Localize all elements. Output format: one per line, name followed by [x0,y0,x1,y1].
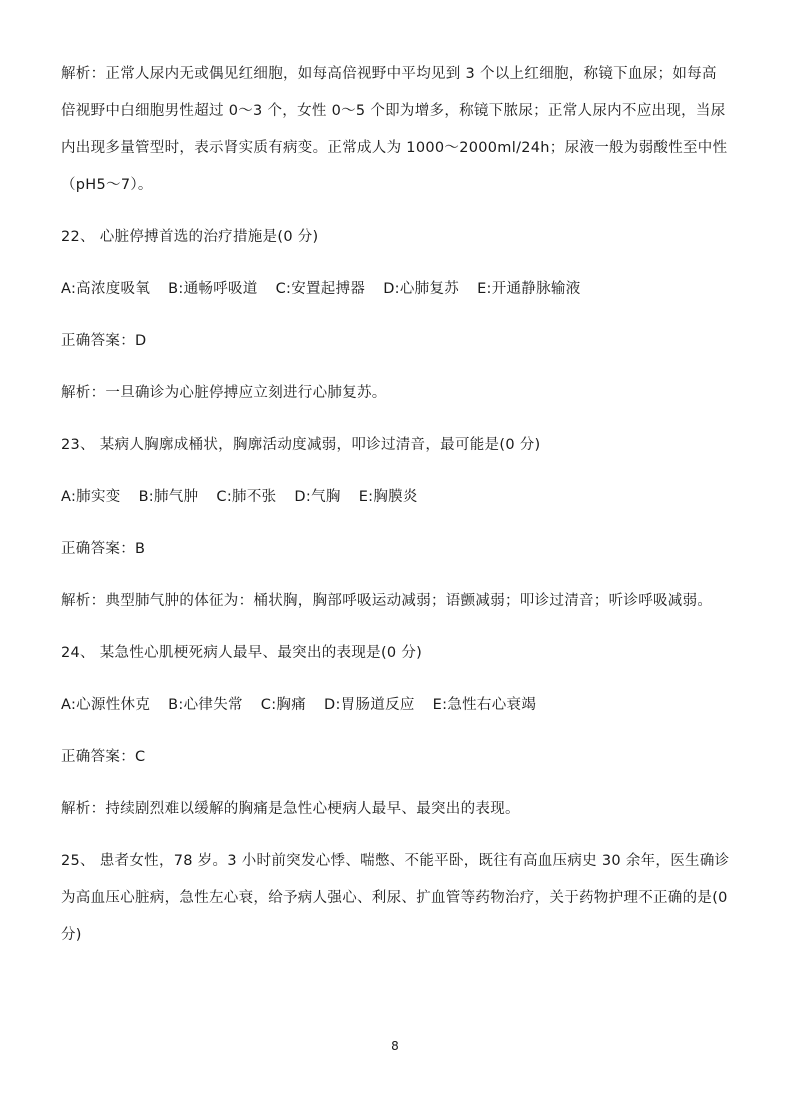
correct-answer: 正确答案：B [61,541,146,557]
option: A:心源性休克 [61,697,151,713]
question-stem: 23、 某病人胸廓成桶状，胸廓活动度减弱，叩诊过清音，最可能是(0 分) [61,437,541,453]
correct-answer: 正确答案：C [61,749,146,765]
question-stem: 22、 心脏停搏首选的治疗措施是(0 分) [61,229,319,245]
option: C:安置起搏器 [275,281,366,297]
option: A:肺实变 [61,489,121,505]
question-options [61,479,731,516]
question-stem: 24、 某急性心肌梗死病人最早、最突出的表现是(0 分) [61,645,423,661]
option: D:气胸 [294,489,341,505]
intro-explanation: 解析：正常人尿内无或偶见红细胞，如每高倍视野中平均见到 3 个以上红细胞，称镜下血尿；如每高倍视野中白细胞男性超过 0～3 个，女性 0～5 个即为增多，称镜下脓尿；正常人尿内不应出现，当尿内出现多量管型时，表示肾实质有病变。正常成人为 1000～2000ml/24h；尿液一般为弱酸性至中性（pH5～7）。 [61,66,728,193]
option: B:肺气肿 [138,489,199,505]
answer-explanation: 解析：典型肺气肿的体征为：桶状胸，胸部呼吸运动减弱；语颤减弱；叩诊过清音；听诊呼吸减弱。 [61,593,713,609]
answer-explanation: 解析：持续剧烈难以缓解的胸痛是急性心梗病人最早、最突出的表现。 [61,801,520,817]
option: C:胸痛 [260,697,307,713]
answer-explanation: 解析：一旦确诊为心脏停搏应立刻进行心肺复苏。 [61,385,387,401]
page-number: 8 [391,1039,399,1053]
correct-answer: 正确答案：D [61,333,147,349]
option: C:肺不张 [216,489,277,505]
option: A:高浓度吸氧 [61,281,151,297]
option: B:心律失常 [168,697,243,713]
question-options [61,271,731,308]
option: B:通畅呼吸道 [168,281,258,297]
page-content [61,56,731,954]
question-options [61,687,731,724]
option: E:急性右心衰竭 [432,697,537,713]
question-stem: 25、 患者女性，78 岁。3 小时前突发心悸、喘憋、不能平卧，既往有高血压病史 30 余年，医生确诊为高血压心脏病，急性左心衰，给予病人强心、利尿、扩血管等药物治疗，关于药物护理不正确的是(0 分) [61,853,730,943]
option: D:心肺复苏 [383,281,460,297]
option: D:胃肠道反应 [324,697,415,713]
option: E:开通静脉输液 [477,281,581,297]
option: E:胸膜炎 [358,489,418,505]
